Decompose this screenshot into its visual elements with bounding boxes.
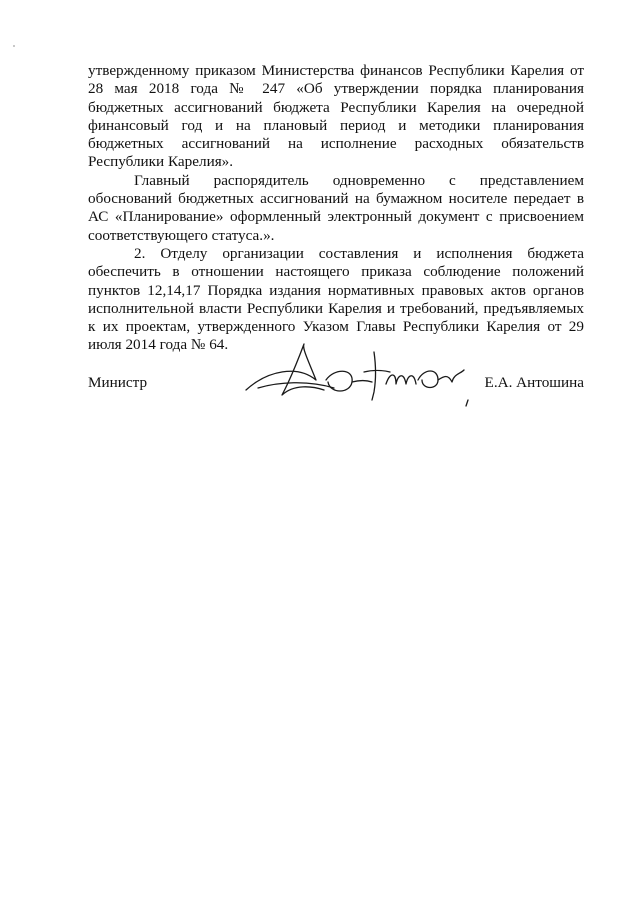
paragraph-electronic-document: Главный распорядитель одновременно с представлением обоснований бюджетных ассигнований на бумажном носителе передает в АС «Планирование» оформленный электронный документ с присвоением соответствующего статуса.». — [88, 171, 584, 244]
paragraph-item-2: 2. Отделу организации составления и исполнения бюджета обеспечить в отношении настоящего приказа соблюдение положений пунктов 12,14,17 Порядка издания нормативных правовых актов органов исполнительной власти Республики Карелия и требований, предъявляемых к их проектам, утвержденного Указом Главы Республики Карелия от 29 июля 2014 года № 64. — [88, 244, 584, 354]
signatory-name: Е.А. Антошина — [484, 374, 584, 391]
scan-speck — [13, 45, 15, 47]
handwritten-signature — [238, 340, 478, 410]
document-body — [88, 62, 584, 355]
signature-block — [88, 366, 584, 416]
paragraph-continuation: утвержденному приказом Министерства финансов Республики Карелия от 28 мая 2018 года № 247 «Об утверждении порядка планирования бюджетных ассигнований бюджета Республики Карелия на очередной финансовый год и на плановый период и методики планирования бюджетных ассигнований на исполнение расходных обязательств Республики Карелия». — [88, 62, 584, 171]
signatory-title: Министр — [88, 374, 148, 391]
